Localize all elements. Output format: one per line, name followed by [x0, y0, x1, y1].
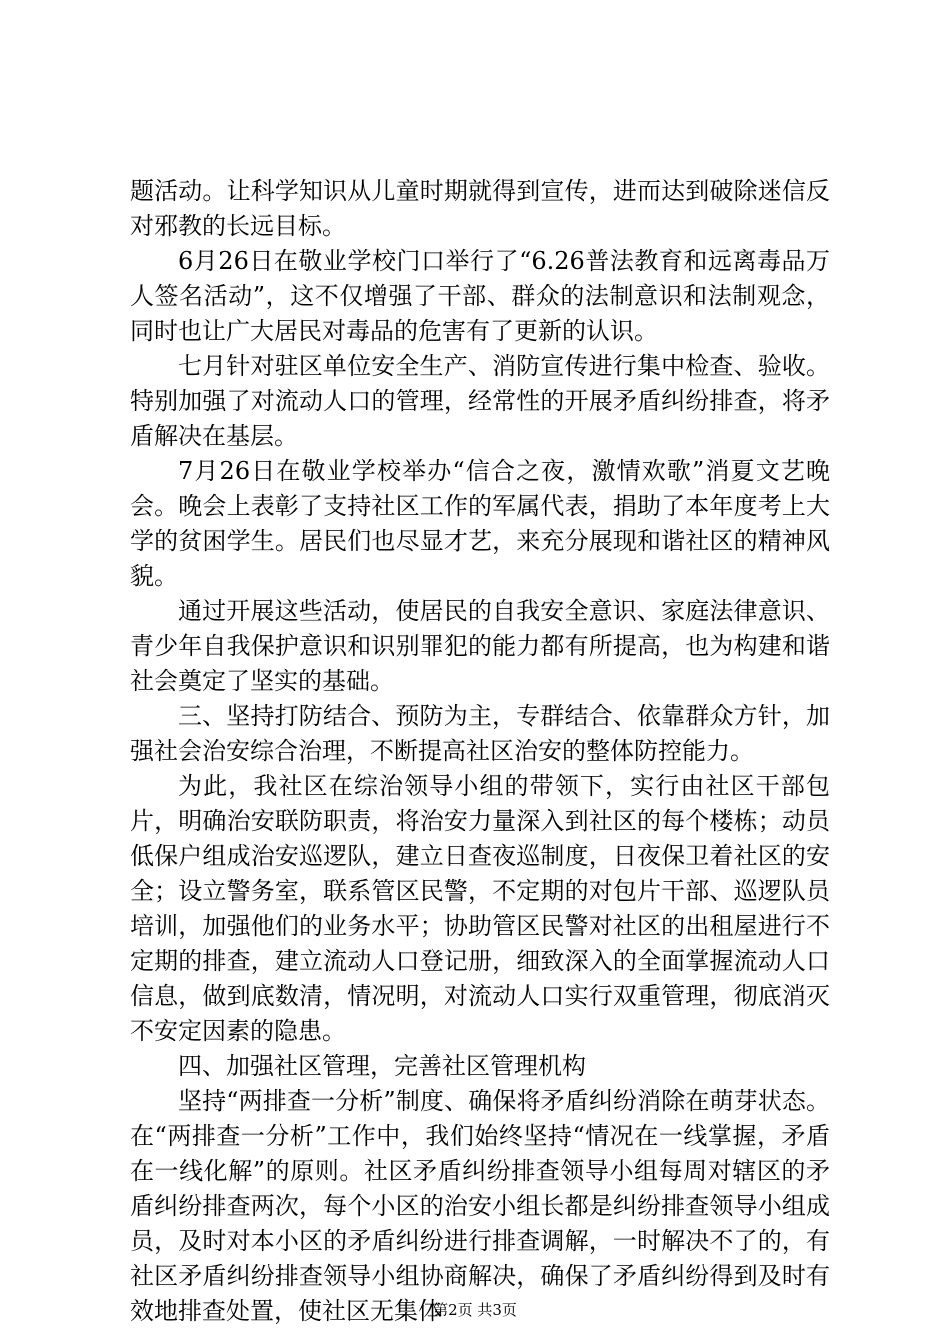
section-heading-3: 三、坚持打防结合、预防为主，专群结合、依靠群众方针，加强社会治安综合治理，不断提高社区治安的整体防控能力。: [130, 702, 830, 765]
paragraph-1: 题活动。让科学知识从儿童时期就得到宣传，进而达到破除迷信反对邪教的长远目标。: [130, 177, 830, 240]
paragraph-5: 通过开展这些活动，使居民的自我安全意识、家庭法律意识、青少年自我保护意识和识别罪犯的能力都有所提高，也为构建和谐社会奠定了坚实的基础。: [130, 597, 830, 695]
paragraph-3: 七月针对驻区单位安全生产、消防宣传进行集中检查、验收。特别加强了对流动人口的管理，经常性的开展矛盾纠纷排查，将矛盾解决在基层。: [130, 352, 830, 450]
document-body: [130, 174, 830, 1329]
section-heading-4: 四、加强社区管理，完善社区管理机构: [178, 1052, 586, 1080]
paragraph-4: 7月26日在敬业学校举办“信合之夜，激情欢歌”消夏文艺晚会。晚会上表彰了支持社区工作的军属代表，捐助了本年度考上大学的贫困学生。居民们也尽显才艺，来充分展现和谐社区的精神风貌。: [130, 457, 830, 590]
paragraph-9: 坚持“两排查一分析”制度、确保将矛盾纠纷消除在萌芽状态。在“两排查一分析”工作中，我们始终坚持“情况在一线掌握，矛盾在一线化解”的原则。社区矛盾纠纷排查领导小组每周对辖区的矛盾纠纷排查两次，每个小区的治安小组长都是纠纷排查领导小组成员，及时对本小区的矛盾纠纷进行排查调解，一时解决不了的，有社区矛盾纠纷排查领导小组协商解决，确保了矛盾纠纷得到及时有效地排查处置，使社区无集体: [130, 1087, 830, 1325]
page-number-footer: 第2页 共3页: [433, 1301, 517, 1319]
paragraph-7: 为此，我社区在综治领导小组的带领下，实行由社区干部包片，明确治安联防职责，将治安力量深入到社区的每个楼栋；动员低保户组成治安巡逻队，建立日查夜巡制度，日夜保卫着社区的安全；设立警务室，联系管区民警，不定期的对包片干部、巡逻队员培训，加强他们的业务水平；协助管区民警对社区的出租屋进行不定期的排查，建立流动人口登记册，细致深入的全面掌握流动人口信息，做到底数清，情况明，对流动人口实行双重管理，彻底消灭不安定因素的隐患。: [130, 772, 830, 1045]
paragraph-2: 6月26日在敬业学校门口举行了“6.26普法教育和远离毒品万人签名活动”，这不仅增强了干部、群众的法制意识和法制观念，同时也让广大居民对毒品的危害有了更新的认识。: [130, 247, 830, 345]
